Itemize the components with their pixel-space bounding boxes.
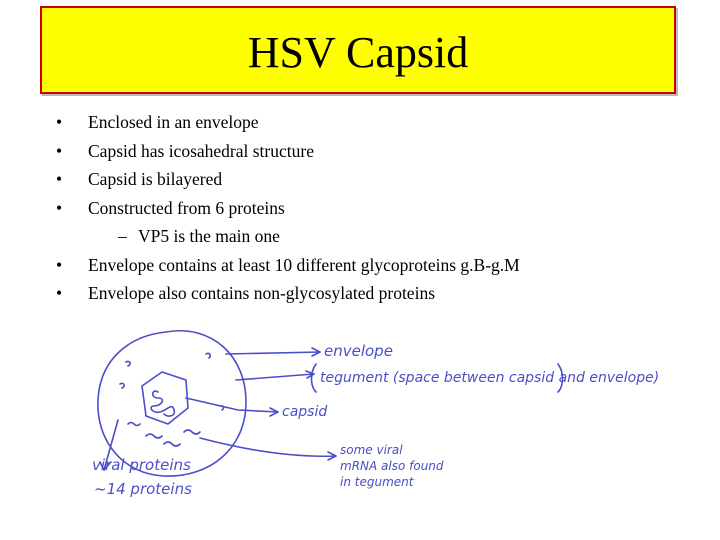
capsid-hexagon (142, 372, 188, 424)
mrna-label-line1: some viral (340, 443, 403, 457)
bullet-marker: • (56, 112, 63, 132)
bullet-text: Capsid has icosahedral structure (88, 140, 314, 161)
bullet-list (56, 108, 696, 308)
sub-bullet-text: VP5 is the main one (138, 226, 280, 246)
capsid-label: capsid (282, 404, 328, 420)
viral-proteins-label-line1: viral proteins (92, 456, 191, 474)
mrna-label-line3: in tegument (340, 475, 414, 489)
mrna-mark (146, 434, 162, 438)
bullet-item (56, 279, 696, 308)
bullet-item (56, 165, 696, 194)
bullet-item (56, 137, 696, 166)
sub-bullet-item (56, 222, 696, 251)
bullet-marker: • (56, 140, 63, 161)
bullet-marker: • (56, 197, 63, 218)
envelope-label: envelope (324, 342, 393, 360)
hsv-sketch-diagram (88, 320, 660, 530)
bullet-text: Envelope also contains non-glycosylated proteins (88, 283, 436, 303)
capsid-arrow (186, 398, 278, 412)
mrna-mark (128, 423, 140, 426)
bullet-text: Capsid is bilayered (88, 169, 223, 189)
bullet-text: Constructed from 6 proteins (88, 197, 285, 218)
envelope-arrow (226, 352, 320, 354)
mrna-arrow (200, 438, 336, 456)
genome-squiggle (151, 391, 174, 416)
protein-blob (120, 383, 124, 388)
title-box (40, 6, 676, 94)
slide-title: HSV Capsid (247, 28, 469, 77)
mrna-label-line2: mRNA also found (340, 459, 444, 473)
envelope-circle (98, 331, 246, 476)
protein-blob (206, 353, 210, 358)
bullet-item (56, 194, 696, 223)
tegument-label: tegument (space between capsid and envelope) (320, 370, 660, 386)
bullet-marker: • (56, 254, 63, 275)
tegument-paren-left (312, 364, 317, 392)
mrna-mark (184, 430, 200, 434)
bullet-marker: • (56, 169, 63, 189)
bullet-item (56, 251, 696, 280)
bullet-text: Enclosed in an envelope (88, 112, 259, 132)
tegument-arrow (236, 374, 314, 380)
sub-bullet-marker: – (118, 226, 127, 246)
mrna-mark (164, 442, 180, 446)
bullet-text: Envelope contains at least 10 different glycoproteins g.B-g.M (88, 254, 520, 275)
bullet-item (56, 108, 696, 137)
protein-blob (126, 361, 130, 366)
viral-proteins-label-line2: ~14 proteins (94, 480, 192, 498)
bullet-marker: • (56, 283, 63, 303)
